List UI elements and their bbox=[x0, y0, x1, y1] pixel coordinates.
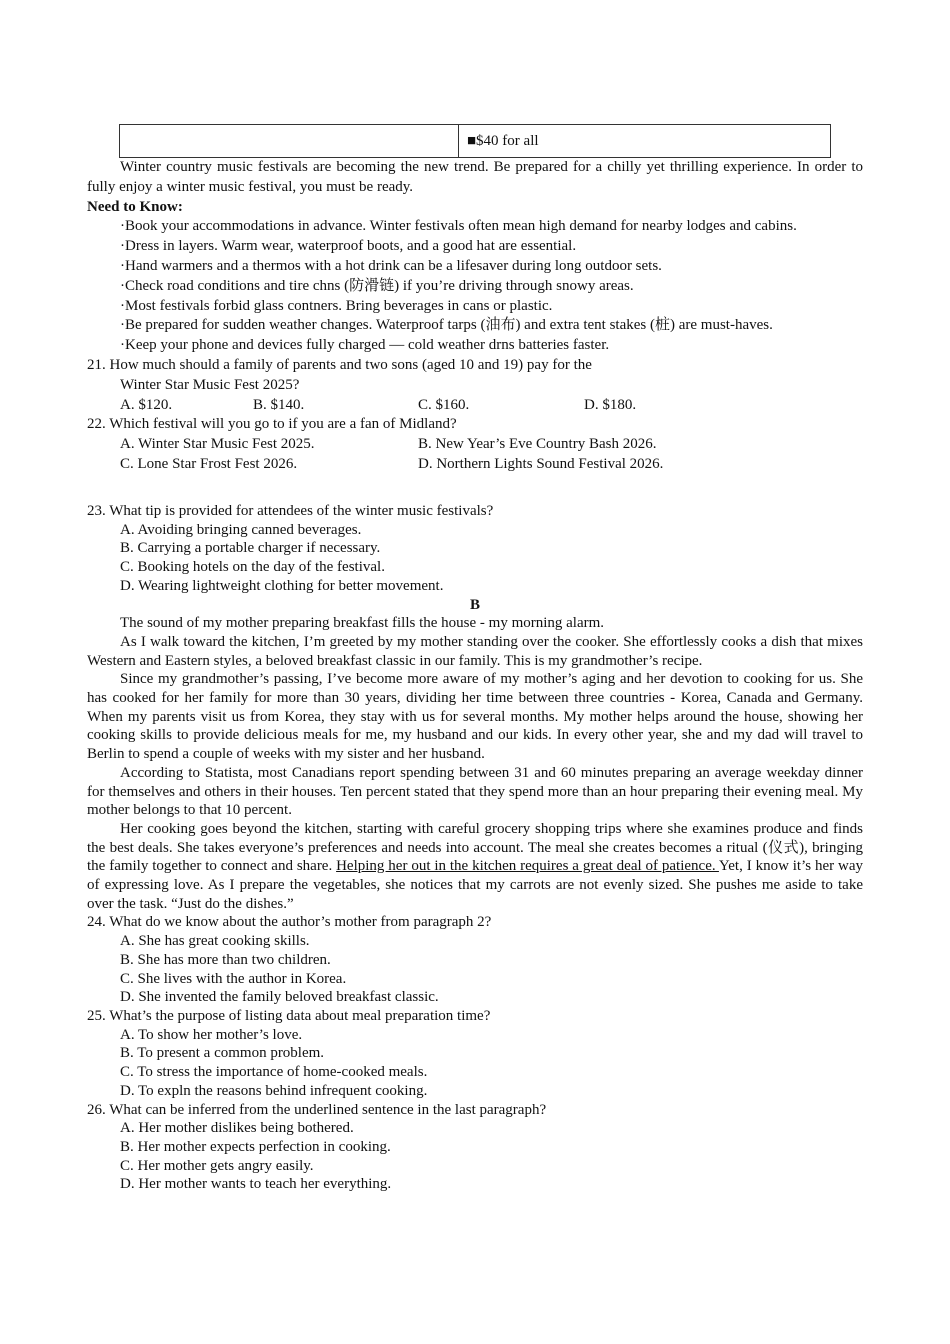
question-21-stem-cont: Winter Star Music Fest 2025? bbox=[120, 376, 300, 393]
tip-item: ·Book your accommodations in advance. Winter festivals often mean high demand for nearby lodges and cabins. bbox=[120, 218, 797, 235]
option-b: B. New Year’s Eve Country Bash 2026. bbox=[418, 436, 657, 453]
part-a-content bbox=[87, 158, 863, 475]
option-a: A. To show her mother’s love. bbox=[120, 1026, 303, 1043]
option-d: D. Wearing lightweight clothing for better movement. bbox=[120, 577, 444, 594]
option-a: A. $120. bbox=[120, 396, 173, 413]
tip-item: ·Keep your phone and devices fully charged — cold weather drns batteries faster. bbox=[120, 337, 610, 354]
option-b: B. Her mother expects perfection in cooking. bbox=[120, 1138, 391, 1155]
need-to-know-heading: Need to Know: bbox=[87, 198, 183, 215]
option-b: B. She has more than two children. bbox=[120, 951, 331, 968]
option-a: A. Winter Star Music Fest 2025. bbox=[120, 436, 315, 453]
option-d: D. She invented the family beloved breakfast classic. bbox=[120, 989, 439, 1006]
option-b: B. Carrying a portable charger if necessary. bbox=[120, 540, 381, 557]
passage-paragraph-5 bbox=[87, 820, 863, 914]
question-26-stem: 26. What can be inferred from the underlined sentence in the last paragraph? bbox=[87, 1101, 547, 1118]
part-a-q23-and-part-b bbox=[87, 502, 863, 1194]
question-22-options-row1 bbox=[87, 435, 863, 455]
option-a: A. She has great cooking skills. bbox=[120, 933, 310, 950]
question-22-stem: 22. Which festival will you go to if you are a fan of Midland? bbox=[87, 416, 457, 433]
question-23-stem: 23. What tip is provided for attendees of the winter music festivals? bbox=[87, 503, 494, 519]
question-25-stem: 25. What’s the purpose of listing data about meal preparation time? bbox=[87, 1007, 491, 1024]
question-22-options-row2 bbox=[87, 455, 863, 475]
option-a: A. Her mother dislikes being bothered. bbox=[120, 1120, 354, 1137]
passage-paragraph-3: Since my grandmother’s passing, I’ve become more aware of my mother’s aging and her devotion to cooking for us. She has cooked for her family for more than 30 years, dividing her time between three countries - Korea, Canada and Germany. When my parents visit us from Korea, they stay with us for several months. My mother helps around the house, showing her cooking skills to provide delicious meals for me, my husband and our kids. In every other year, she and my dad will travel to Berlin to spend a couple of weeks with my sister and her husband. bbox=[87, 671, 863, 763]
option-c: C. Lone Star Frost Fest 2026. bbox=[120, 455, 298, 472]
p5-text-before: Her cooking goes beyond the kitchen, starting with careful grocery shopping trips where she examines produce and finds the best deals. She takes everyone’s preferences and needs into account. The meal she creates becomes a ritual (仪式), bringing the family together to connect and share. bbox=[87, 820, 863, 875]
table-cell-empty bbox=[120, 125, 459, 157]
underlined-sentence: Helping her out in the kitchen requires a great deal of patience. bbox=[336, 858, 719, 875]
p5-text-after: Yet, I know it’s her way of expressing love. As I prepare the vegetables, she notices that my carrots are not evenly sized. She pushes me aside to take over the task. “Just do the dishes.” bbox=[87, 858, 863, 912]
table-cell-price: ■$40 for all bbox=[467, 133, 539, 149]
option-b: B. To present a common problem. bbox=[120, 1045, 325, 1062]
passage-paragraph-4: According to Statista, most Canadians report spending between 31 and 60 minutes preparing an average weekday dinner for themselves and others in their houses. Ten percent stated that they spend more than an hour preparing their evening meal. My mother belongs to that 10 percent. bbox=[87, 764, 863, 819]
tip-item: ·Check road conditions and tire chns (防滑链) if you’re driving through snowy areas. bbox=[120, 277, 634, 294]
price-table-row bbox=[119, 124, 831, 158]
option-d: D. Northern Lights Sound Festival 2026. bbox=[418, 455, 664, 472]
option-c: C. Her mother gets angry easily. bbox=[120, 1157, 314, 1174]
option-c: C. To stress the importance of home-cooked meals. bbox=[120, 1064, 428, 1081]
section-b-heading: B bbox=[469, 596, 480, 613]
tip-item: ·Be prepared for sudden weather changes. Waterproof tarps (油布) and extra tent stakes (桩) are must-haves. bbox=[120, 317, 773, 334]
question-24-stem: 24. What do we know about the author’s mother from paragraph 2? bbox=[87, 914, 492, 931]
question-21-options bbox=[87, 396, 863, 416]
option-d: D. Her mother wants to teach her everything. bbox=[120, 1176, 392, 1193]
option-d: D. To expln the reasons behind infrequent cooking. bbox=[120, 1082, 428, 1099]
passage-paragraph-1: The sound of my mother preparing breakfast fills the house - my morning alarm. bbox=[120, 615, 605, 632]
option-b: B. $140. bbox=[253, 396, 305, 413]
option-c: C. She lives with the author in Korea. bbox=[120, 970, 347, 987]
tip-item: ·Hand warmers and a thermos with a hot drink can be a lifesaver during long outdoor sets. bbox=[120, 257, 662, 274]
question-21-stem: 21. How much should a family of parents and two sons (aged 10 and 19) pay for the bbox=[87, 356, 592, 373]
intro-paragraph: Winter country music festivals are becoming the new trend. Be prepared for a chilly yet thrilling experience. In order to fully enjoy a winter music festival, you must be ready. bbox=[87, 159, 863, 195]
option-d: D. $180. bbox=[584, 396, 637, 413]
option-c: C. $160. bbox=[418, 396, 470, 413]
tip-item: ·Most festivals forbid glass contners. Bring beverages in cans or plastic. bbox=[120, 297, 553, 314]
option-c: C. Booking hotels on the day of the festival. bbox=[120, 559, 385, 576]
tip-item: ·Dress in layers. Warm wear, waterproof boots, and a good hat are essential. bbox=[120, 238, 577, 255]
passage-paragraph-2: As I walk toward the kitchen, I’m greeted by my mother standing over the cooker. She effortlessly cooks a dish that mixes Western and Eastern styles, a beloved breakfast classic in our family. This is my grandmother’s recipe. bbox=[87, 633, 863, 669]
option-a: A. Avoiding bringing canned beverages. bbox=[120, 521, 362, 538]
